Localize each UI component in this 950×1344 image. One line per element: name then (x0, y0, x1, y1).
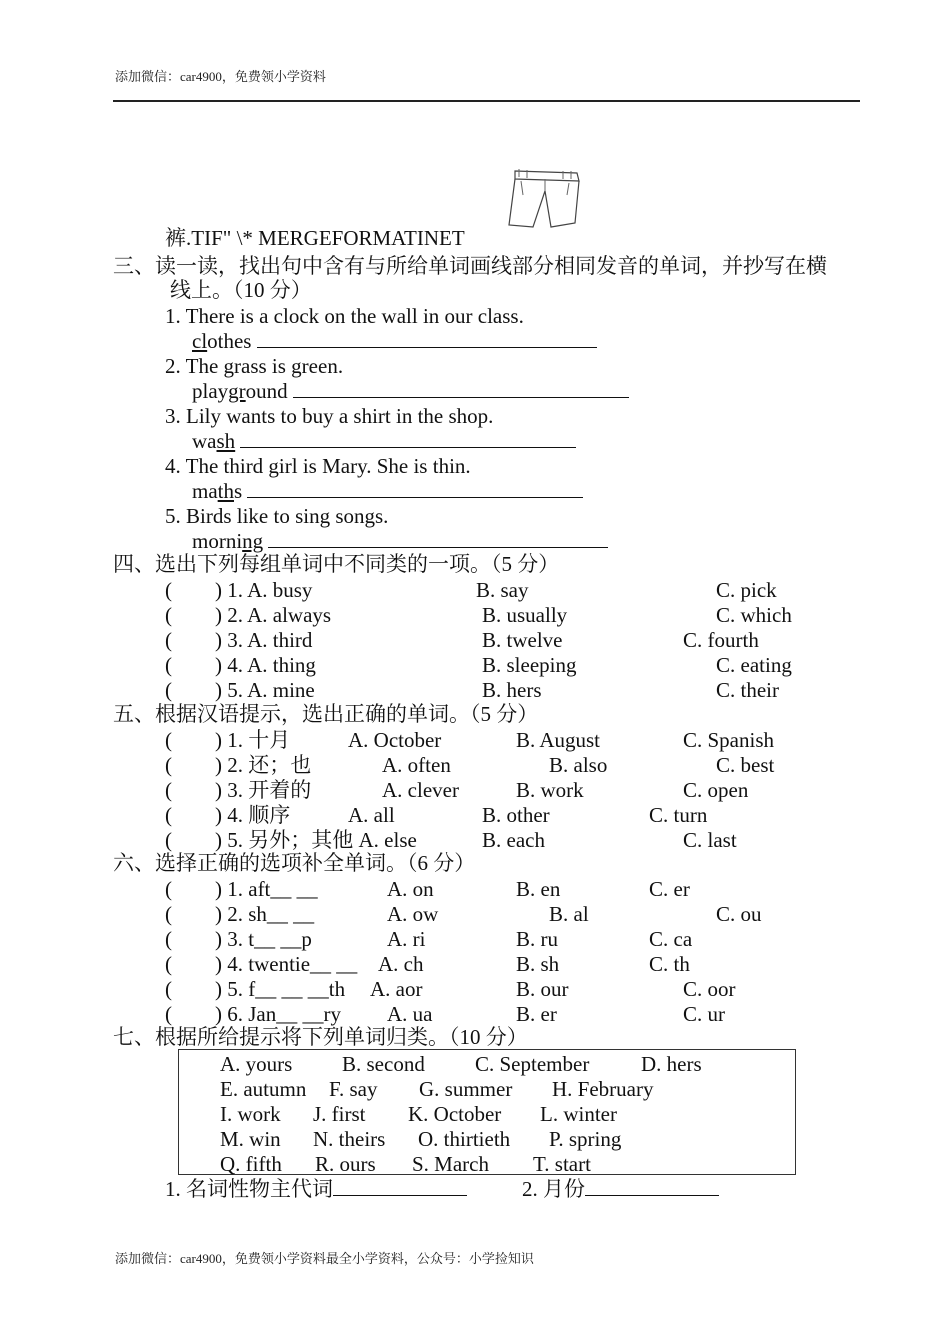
s6-q3-a: A. ri (387, 927, 426, 951)
answer-paren[interactable]: ( (165, 753, 172, 777)
s5-q5: ) 5. 另外；其他 A. else (215, 828, 417, 852)
section-3-title: 三、读一读，找出句中含有与所给单词画线部分相同发音的单词，并抄写在横 (113, 254, 827, 278)
s4-q1-c: C. pick (716, 578, 777, 602)
s6-q5-c: C. oor (683, 977, 736, 1001)
word-bank-item: G. summer (419, 1077, 513, 1101)
s4-q5: ) 5. A. mine (215, 678, 315, 702)
s5-q2-b: B. also (549, 753, 608, 777)
s5-q4-c: C. turn (649, 803, 708, 827)
s3-answer-3: wash (192, 429, 576, 453)
s5-q1: ) 1. 十月 (215, 728, 291, 752)
word-bank-item: F. say (329, 1077, 378, 1101)
answer-paren[interactable]: ( (165, 902, 172, 926)
s6-q4-a: A. ch (378, 952, 424, 976)
s6-q4-c: C. th (649, 952, 690, 976)
s5-q3-a: A. clever (382, 778, 459, 802)
answer-paren[interactable]: ( (165, 603, 172, 627)
s5-q3: ) 3. 开着的 (215, 778, 312, 802)
answer-paren[interactable]: ( (165, 1002, 172, 1026)
s4-q5-c: C. their (716, 678, 779, 702)
answer-blank[interactable] (585, 1177, 719, 1196)
answer-blank[interactable] (240, 429, 576, 448)
s6-q5: ) 5. f__ __ __th (215, 977, 346, 1001)
answer-paren[interactable]: ( (165, 927, 172, 951)
word-bank-item: K. October (408, 1102, 502, 1126)
category-2: 2. 月份 (522, 1177, 719, 1201)
s6-q3-c: C. ca (649, 927, 693, 951)
s6-q1: ) 1. aft__ __ (215, 877, 318, 901)
s4-q2-c: C. which (716, 603, 792, 627)
category-1: 1. 名词性物主代词 (165, 1177, 467, 1201)
answer-paren[interactable]: ( (165, 803, 172, 827)
s5-q4-b: B. other (482, 803, 550, 827)
s6-q1-a: A. on (387, 877, 434, 901)
s5-q1-b: B. August (516, 728, 601, 752)
s6-q2-a: A. ow (387, 902, 439, 926)
s4-q3: ) 3. A. third (215, 628, 313, 652)
word-bank-item: P. spring (549, 1127, 622, 1151)
s6-q6: ) 6. Jan__ __ry (215, 1002, 341, 1026)
answer-paren[interactable]: ( (165, 828, 172, 852)
s5-q5-c: C. last (683, 828, 737, 852)
s6-q1-c: C. er (649, 877, 690, 901)
answer-paren[interactable]: ( (165, 628, 172, 652)
s4-q2-b: B. usually (482, 603, 568, 627)
s6-q4-b: B. sh (516, 952, 560, 976)
word-bank-item: H. February (552, 1077, 654, 1101)
s4-q1-b: B. say (476, 578, 529, 602)
section-3-title-cont: 线上。（10 分） (170, 278, 312, 302)
s3-answer-4: maths (192, 479, 583, 503)
s5-q4-a: A. all (348, 803, 395, 827)
word-bank-item: M. win (220, 1127, 281, 1151)
s6-q3: ) 3. t__ __p (215, 927, 312, 951)
s3-sentence-1: 1. There is a clock on the wall in our class. (165, 304, 524, 328)
word-bank-item: I. work (220, 1102, 281, 1126)
answer-paren[interactable]: ( (165, 952, 172, 976)
s6-q6-c: C. ur (683, 1002, 725, 1026)
s6-q1-b: B. en (516, 877, 561, 901)
word-bank-item: N. theirs (313, 1127, 386, 1151)
word-bank-item: E. autumn (220, 1077, 307, 1101)
s6-q2: ) 2. sh__ __ (215, 902, 315, 926)
s6-q6-b: B. er (516, 1002, 557, 1026)
word-bank-item: S. March (412, 1152, 489, 1176)
word-bank-item: D. hers (641, 1052, 702, 1076)
s5-q1-a: A. October (348, 728, 442, 752)
answer-paren[interactable]: ( (165, 678, 172, 702)
section-4-title: 四、选出下列每组单词中不同类的一项。（5 分） (113, 552, 560, 576)
word-bank-item: L. winter (540, 1102, 617, 1126)
word-bank-item: T. start (533, 1152, 591, 1176)
answer-blank[interactable] (333, 1177, 467, 1196)
page-header: 添加微信：car4900，免费领小学资料 (115, 69, 326, 84)
word-bank-item: C. September (475, 1052, 590, 1076)
answer-blank[interactable] (257, 329, 597, 348)
s6-q2-c: C. ou (716, 902, 762, 926)
s3-answer-5: morning (192, 529, 608, 553)
s6-q5-b: B. our (516, 977, 569, 1001)
answer-paren[interactable]: ( (165, 653, 172, 677)
s3-answer-2: playground (192, 379, 629, 403)
word-bank-item: A. yours (220, 1052, 293, 1076)
answer-blank[interactable] (268, 529, 608, 548)
word-bank-item: Q. fifth (220, 1152, 282, 1176)
s4-q2: ) 2. A. always (215, 603, 332, 627)
answer-paren[interactable]: ( (165, 728, 172, 752)
s4-q4-b: B. sleeping (482, 653, 577, 677)
shorts-icon (507, 165, 583, 236)
s3-sentence-3: 3. Lily wants to buy a shirt in the shop. (165, 404, 494, 428)
s6-q6-a: A. ua (387, 1002, 433, 1026)
section-5-title: 五、根据汉语提示，选出正确的单词。（5 分） (113, 702, 539, 726)
s4-q4: ) 4. A. thing (215, 653, 316, 677)
s5-q2-c: C. best (716, 753, 775, 777)
s5-q3-c: C. open (683, 778, 749, 802)
answer-blank[interactable] (247, 479, 583, 498)
s3-answer-1: clothes (192, 329, 597, 353)
page-footer: 添加微信：car4900，免费领小学资料最全小学资料，公众号：小学捡知识 (115, 1251, 534, 1266)
s3-sentence-4: 4. The third girl is Mary. She is thin. (165, 454, 471, 478)
s5-q5-b: B. each (482, 828, 545, 852)
s6-q2-b: B. al (549, 902, 589, 926)
answer-paren[interactable]: ( (165, 877, 172, 901)
s4-q4-c: C. eating (716, 653, 792, 677)
s5-q3-b: B. work (516, 778, 584, 802)
s3-sentence-5: 5. Birds like to sing songs. (165, 504, 389, 528)
word-bank-item: B. second (342, 1052, 425, 1076)
word-bank-item: O. thirtieth (418, 1127, 511, 1151)
s4-q3-b: B. twelve (482, 628, 563, 652)
answer-paren[interactable]: ( (165, 578, 172, 602)
image-caption: 裤.TIF" \* MERGEFORMATINET (165, 226, 465, 250)
s5-q2-a: A. often (382, 753, 451, 777)
s4-q3-c: C. fourth (683, 628, 759, 652)
s6-q5-a: A. aor (370, 977, 423, 1001)
s5-q2: ) 2. 还；也 (215, 753, 312, 777)
answer-paren[interactable]: ( (165, 778, 172, 802)
s5-q1-c: C. Spanish (683, 728, 775, 752)
s6-q4: ) 4. twentie__ __ (215, 952, 358, 976)
section-7-title: 七、根据所给提示将下列单词归类。（10 分） (113, 1025, 528, 1049)
s4-q1: ) 1. A. busy (215, 578, 313, 602)
s5-q4: ) 4. 顺序 (215, 803, 291, 827)
s3-sentence-2: 2. The grass is green. (165, 354, 344, 378)
answer-blank[interactable] (293, 379, 629, 398)
word-bank-item: J. first (313, 1102, 366, 1126)
word-bank-item: R. ours (315, 1152, 376, 1176)
s4-q5-b: B. hers (482, 678, 542, 702)
answer-paren[interactable]: ( (165, 977, 172, 1001)
section-6-title: 六、选择正确的选项补全单词。（6 分） (113, 851, 476, 875)
s6-q3-b: B. ru (516, 927, 558, 951)
header-divider (113, 100, 860, 102)
